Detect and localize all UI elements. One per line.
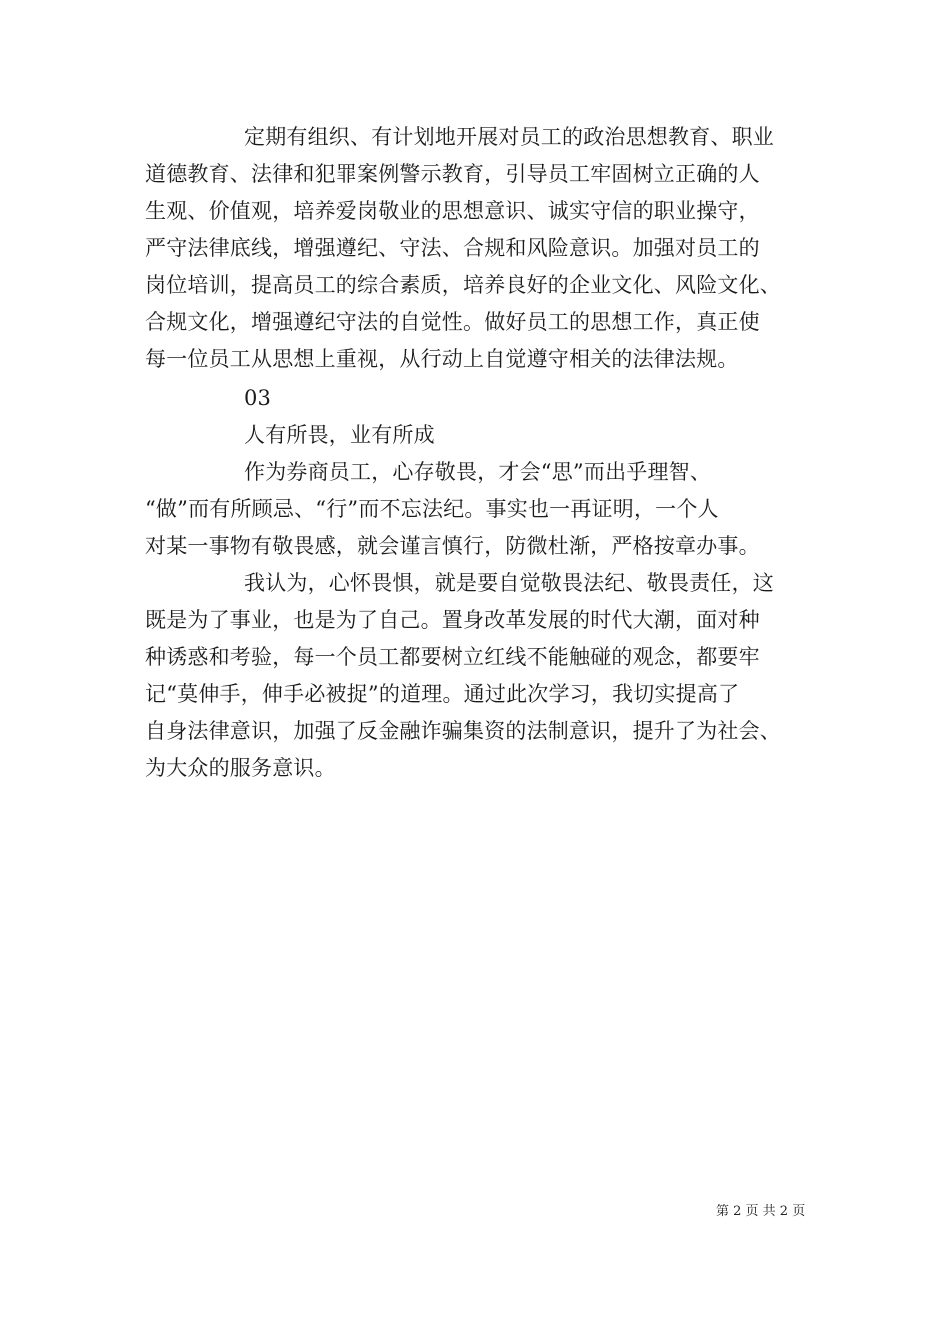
paragraph-line: 定期有组织、有计划地开展对员工的政治思想教育、职业 (244, 125, 774, 149)
paragraph-line: 为大众的服务意识。 (145, 756, 336, 780)
page-number-footer: 第 2 页 共 2 页 (716, 1204, 806, 1219)
paragraph-line: 我认为，心怀畏惧，就是要自觉敬畏法纪、敬畏责任，这 (244, 571, 774, 595)
section-heading: 人有所畏，业有所成 (244, 423, 435, 447)
paragraph-line: 记“莫伸手，伸手必被捉”的道理。通过此次学习，我切实提高了 (145, 682, 740, 706)
paragraph-line: “做”而有所顾忌、“行”而不忘法纪。事实也一再证明，一个人 (145, 497, 719, 521)
paragraph-line: 道德教育、法律和犯罪案例警示教育，引导员工牢固树立正确的人 (145, 162, 760, 186)
paragraph-line: 岗位培训，提高员工的综合素质，培养良好的企业文化、风险文化、 (145, 273, 781, 297)
paragraph-line: 每一位员工从思想上重视，从行动上自觉遵守相关的法律法规。 (145, 347, 739, 371)
paragraph-line: 既是为了事业，也是为了自己。置身改革发展的时代大潮，面对种 (145, 608, 760, 632)
paragraph-line: 合规文化，增强遵纪守法的自觉性。做好员工的思想工作，真正使 (145, 310, 760, 334)
paragraph-line: 作为券商员工，心存敬畏，才会“思”而出乎理智、 (244, 460, 712, 484)
paragraph-line: 严守法律底线，增强遵纪、守法、合规和风险意识。加强对员工的 (145, 236, 760, 260)
section-number: 03 (244, 386, 272, 410)
paragraph-line: 对某一事物有敬畏感，就会谨言慎行，防微杜渐，严格按章办事。 (145, 534, 760, 558)
paragraph-line: 种诱惑和考验，每一个员工都要树立红线不能触碰的观念，都要牢 (145, 645, 760, 669)
paragraph-line: 生观、价值观，培养爱岗敬业的思想意识、诚实守信的职业操守， (145, 199, 760, 223)
paragraph-line: 自身法律意识，加强了反金融诈骗集资的法制意识，提升了为社会、 (145, 719, 781, 743)
